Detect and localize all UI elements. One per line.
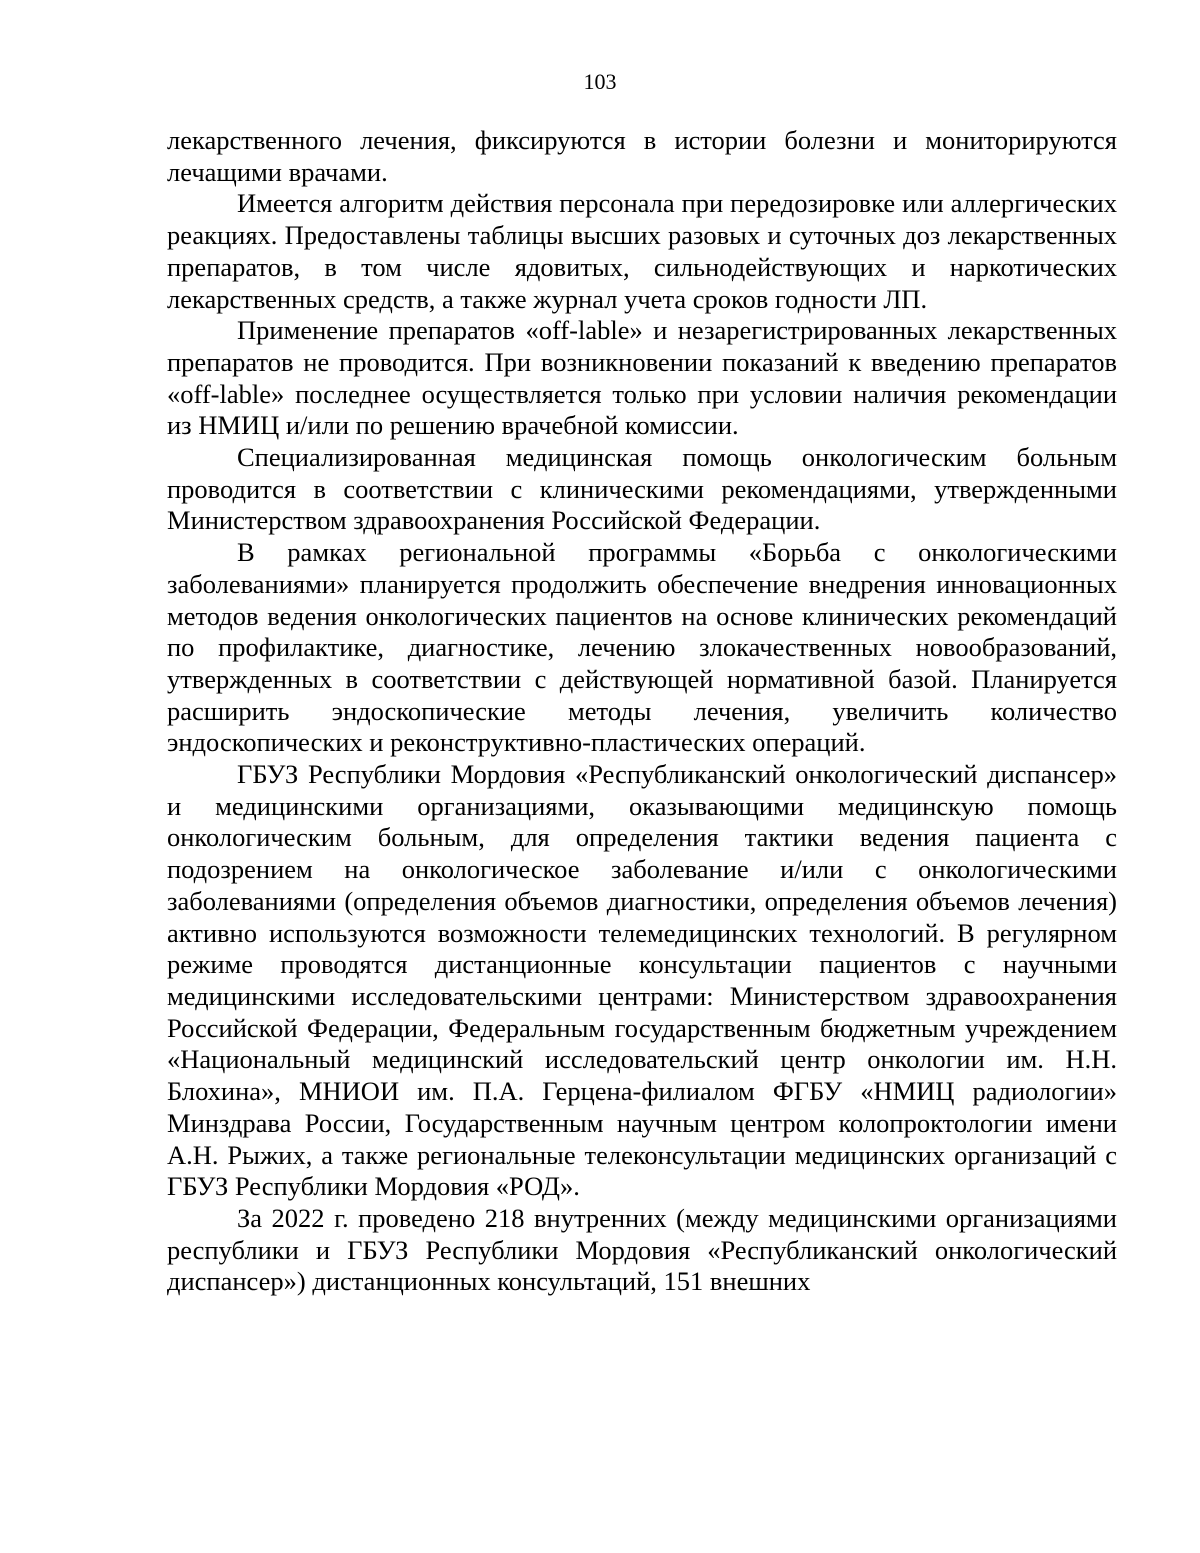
page-number: 103: [583, 69, 617, 94]
document-body: [167, 125, 1117, 1298]
paragraph-specialized-care: Специализированная медицинская помощь онкологическим больным проводится в соответствии с клиническими рекомендациями, утвержденными Министерством здравоохранения Российской Федерации.: [167, 442, 1117, 536]
paragraph-off-label-drugs: Применение препаратов «off-lable» и незарегистрированных лекарственных препаратов не проводится. При возникновении показаний к введению препаратов «off-lable» последнее осуществляется только при условии наличия рекомендации из НМИЦ и/или по решению врачебной комиссии.: [167, 315, 1117, 441]
paragraph-consultations-2022: За 2022 г. проведено 218 внутренних (между медицинскими организациями республики и ГБУЗ Республики Мордовия «Республиканский онкологический диспансер») дистанционных консультаций, 151 внешних: [167, 1202, 1117, 1297]
paragraph-telemedicine: ГБУЗ Республики Мордовия «Республиканский онкологический диспансер» и медицинскими организациями, оказывающими медицинскую помощь онкологическим больным, для определения тактики ведения пациента с подозрением на онкологическое заболевание и/или с онкологическими заболеваниями (определения объемов диагностики, определения объемов лечения) активно используются возможности телемедицинских технологий. В регулярном режиме проводятся дистанционные консультации пациентов с научными медицинскими исследовательскими центрами: Министерством здравоохранения Российской Федерации, Федеральным государственным бюджетным учреждением «Национальный медицинский исследовательский центр онкологии им. Н.Н. Блохина», МНИОИ им. П.А. Герцена-филиалом ФГБУ «НМИЦ радиологии» Минздрава России, Государственным научным центром колопроктологии имени А.Н. Рыжих, а также региональные телеконсультации медицинских организаций с ГБУЗ Республики Мордовия «РОД».: [167, 759, 1117, 1202]
paragraph-overdose-algorithm: Имеется алгоритм действия персонала при передозировке или аллергических реакциях. Предоставлены таблицы высших разовых и суточных доз лекарственных препаратов, в том числе ядовитых, сильнодействующих и наркотических лекарственных средств, а также журнал учета сроков годности ЛП.: [167, 188, 1117, 314]
paragraph-regional-program: В рамках региональной программы «Борьба с онкологическими заболеваниями» планируется продолжить обеспечение внедрения инновационных методов ведения онкологических пациентов на основе клинических рекомендаций по профилактике, диагностике, лечению злокачественных новообразований, утвержденных в соответствии с действующей нормативной базой. Планируется расширить эндоскопические методы лечения, увеличить количество эндоскопических и реконструктивно-пластических операций.: [167, 537, 1117, 758]
paragraph-continued-from-previous-page: лекарственного лечения, фиксируются в истории болезни и мониторируются лечащими врачами.: [167, 125, 1117, 187]
